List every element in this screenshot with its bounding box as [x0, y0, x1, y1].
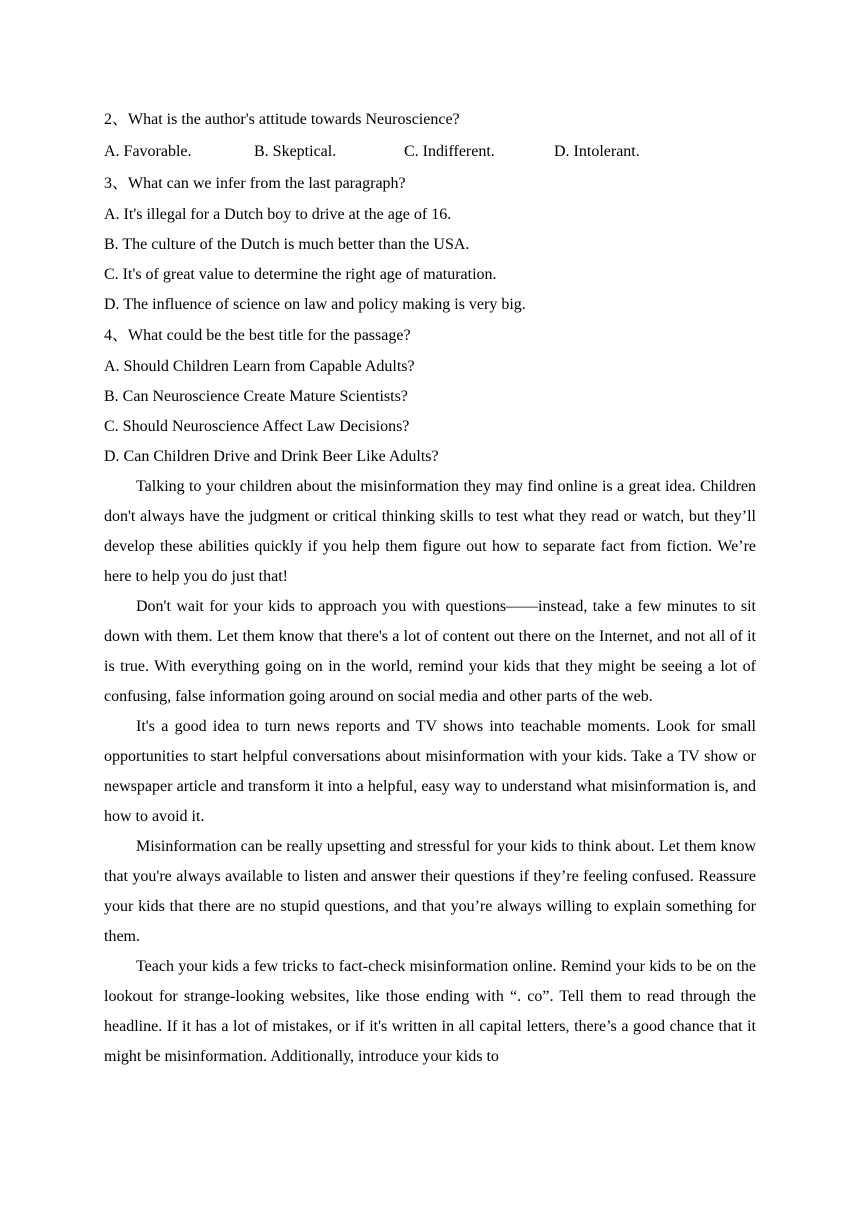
passage-paragraph-4: Misinformation can be really upsetting and stressful for your kids to think about. Let them know that you're always available to listen and answer their questions if they’re feeling confused. Reassure your kids that there are no stupid questions, and that you’re always willing to explain something for them.	[104, 838, 756, 945]
question-4-option-a: A. Should Children Learn from Capable Adults?	[104, 358, 415, 375]
passage-paragraph-5: Teach your kids a few tricks to fact-check misinformation online. Remind your kids to be on the lookout for strange-looking websites, like those ending with “. co”. Tell them to read through the headline. If it has a lot of mistakes, or if it's written in all capital letters, there’s a good chance that it might be misinformation. Additionally, introduce your kids to	[104, 958, 756, 1065]
question-4-option-b: B. Can Neuroscience Create Mature Scientists?	[104, 388, 408, 405]
document-page	[104, 104, 764, 1072]
question-2-option-a: A. Favorable.	[104, 143, 192, 160]
question-4-stem: 4、What could be the best title for the passage?	[104, 327, 411, 344]
passage-paragraph-1: Talking to your children about the misinformation they may find online is a great idea. Children don't always have the judgment or critical thinking skills to test what they read or watch, but they’ll develop these abilities quickly if you help them figure out how to separate fact from fiction. We’re here to help you do just that!	[104, 478, 756, 585]
question-3-option-a: A. It's illegal for a Dutch boy to drive at the age of 16.	[104, 206, 452, 223]
question-2-stem: 2、What is the author's attitude towards Neuroscience?	[104, 111, 460, 128]
passage-paragraph-2: Don't wait for your kids to approach you with questions——instead, take a few minutes to sit down with them. Let them know that there's a lot of content out there on the Internet, and not all of it is true. With everything going on in the world, remind your kids that they might be seeing a lot of confusing, false information going around on social media and other parts of the web.	[104, 598, 756, 705]
question-3-option-c: C. It's of great value to determine the right age of maturation.	[104, 266, 497, 283]
question-3-option-b: B. The culture of the Dutch is much better than the USA.	[104, 236, 470, 253]
question-3-option-d: D. The influence of science on law and policy making is very big.	[104, 296, 526, 313]
passage-paragraph-3: It's a good idea to turn news reports and TV shows into teachable moments. Look for small opportunities to start helpful conversations about misinformation with your kids. Take a TV show or newspaper article and transform it into a helpful, easy way to understand what misinformation is, and how to avoid it.	[104, 718, 756, 825]
question-4-option-d: D. Can Children Drive and Drink Beer Like Adults?	[104, 448, 439, 465]
question-2-option-c: C. Indifferent.	[404, 143, 495, 160]
reading-passage	[104, 472, 764, 1072]
question-2-option-d: D. Intolerant.	[554, 143, 640, 160]
question-2-option-b: B. Skeptical.	[254, 143, 337, 160]
question-4-option-c: C. Should Neuroscience Affect Law Decisions?	[104, 418, 410, 435]
question-3-stem: 3、What can we infer from the last paragraph?	[104, 175, 406, 192]
question-2-options	[104, 136, 764, 168]
